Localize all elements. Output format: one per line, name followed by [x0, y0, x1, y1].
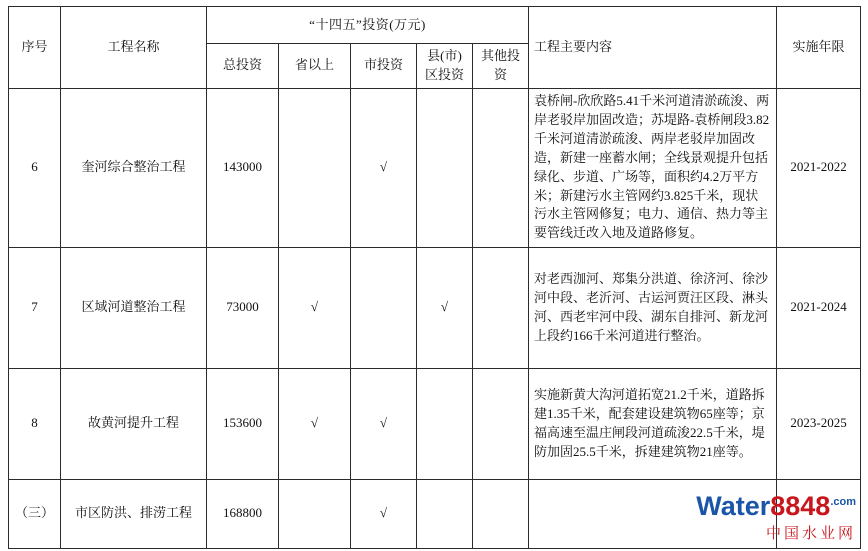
- watermark-brand: [696, 493, 856, 520]
- watermark-brand-water: Water: [696, 491, 771, 521]
- row-city-investment: √: [351, 479, 417, 548]
- row-city-investment: [351, 247, 417, 368]
- header-other-investment: 其他投资: [473, 44, 529, 89]
- row-total-investment: 168800: [207, 479, 279, 548]
- row-seq: 7: [9, 247, 61, 368]
- row-total-investment: 153600: [207, 368, 279, 479]
- watermark-brand-number: 8848: [770, 491, 831, 521]
- header-years: 实施年限: [777, 7, 861, 89]
- row-county-investment: [417, 479, 473, 548]
- row-seq: （三）: [9, 479, 61, 548]
- row-main-content: 对老西泇河、郑集分洪道、徐济河、徐沙河中段、老沂河、古运河贾汪区段、淋头河、西老牢河中段、湖东自排河、新龙河上段约166千米河道进行整治。: [529, 247, 777, 368]
- investment-plan-table: [8, 6, 861, 549]
- row-years: 2021-2024: [777, 247, 861, 368]
- row-seq: 8: [9, 368, 61, 479]
- row-years: 2021-2022: [777, 88, 861, 247]
- row-project-name: 区域河道整治工程: [61, 247, 207, 368]
- header-seq: 序号: [9, 7, 61, 89]
- table-row: [9, 88, 861, 247]
- row-years: 2023-2025: [777, 368, 861, 479]
- header-province-investment: 省以上: [279, 44, 351, 89]
- table-row: [9, 247, 861, 368]
- header-main-content: 工程主要内容: [529, 7, 777, 89]
- header-city-investment: 市投资: [351, 44, 417, 89]
- row-county-investment: √: [417, 247, 473, 368]
- row-city-investment: √: [351, 368, 417, 479]
- row-main-content: 袁桥闸-欣欣路5.41千米河道清淤疏浚、两岸老驳岸加固改造；苏堤路-袁桥闸段3.82千米河道清淤疏浚、两岸老驳岸加固改造，新建一座蓄水闸；全线景观提升包括绿化、步道、广场等，面积约4.2万平方米；新建污水主管网约3.825千米，现状污水主管网修复；电力、通信、热力等主要管线迁改入地及道路修复。: [529, 88, 777, 247]
- watermark-brand-cn: 中国水业网: [765, 525, 856, 542]
- watermark-brand-suffix: .com: [830, 496, 856, 508]
- row-county-investment: [417, 368, 473, 479]
- row-main-content: 实施新黄大沟河道拓宽21.2千米，道路拆建1.35千米，配套建设建筑物65座等；京福高速至温庄闸段河道疏浚22.5千米，堤防加固25.5千米，拆建建筑物21座等。: [529, 368, 777, 479]
- row-county-investment: [417, 88, 473, 247]
- row-province-investment: [279, 88, 351, 247]
- row-project-name: 故黄河提升工程: [61, 368, 207, 479]
- row-other-investment: [473, 88, 529, 247]
- row-province-investment: √: [279, 247, 351, 368]
- header-investment-group: “十四五”投资(万元): [207, 7, 529, 44]
- watermark: [696, 493, 856, 543]
- header-county-investment: 县(市)区投资: [417, 44, 473, 89]
- row-other-investment: [473, 479, 529, 548]
- row-total-investment: 143000: [207, 88, 279, 247]
- table-header: [9, 7, 861, 89]
- row-total-investment: 73000: [207, 247, 279, 368]
- table-row: [9, 368, 861, 479]
- row-project-name: 市区防洪、排涝工程: [61, 479, 207, 548]
- row-project-name: 奎河综合整治工程: [61, 88, 207, 247]
- row-city-investment: √: [351, 88, 417, 247]
- row-seq: 6: [9, 88, 61, 247]
- row-province-investment: √: [279, 368, 351, 479]
- header-total-investment: 总投资: [207, 44, 279, 89]
- row-other-investment: [473, 247, 529, 368]
- table-header-row-1: [9, 7, 861, 44]
- row-province-investment: [279, 479, 351, 548]
- row-other-investment: [473, 368, 529, 479]
- header-project-name: 工程名称: [61, 7, 207, 89]
- table-body: [9, 88, 861, 548]
